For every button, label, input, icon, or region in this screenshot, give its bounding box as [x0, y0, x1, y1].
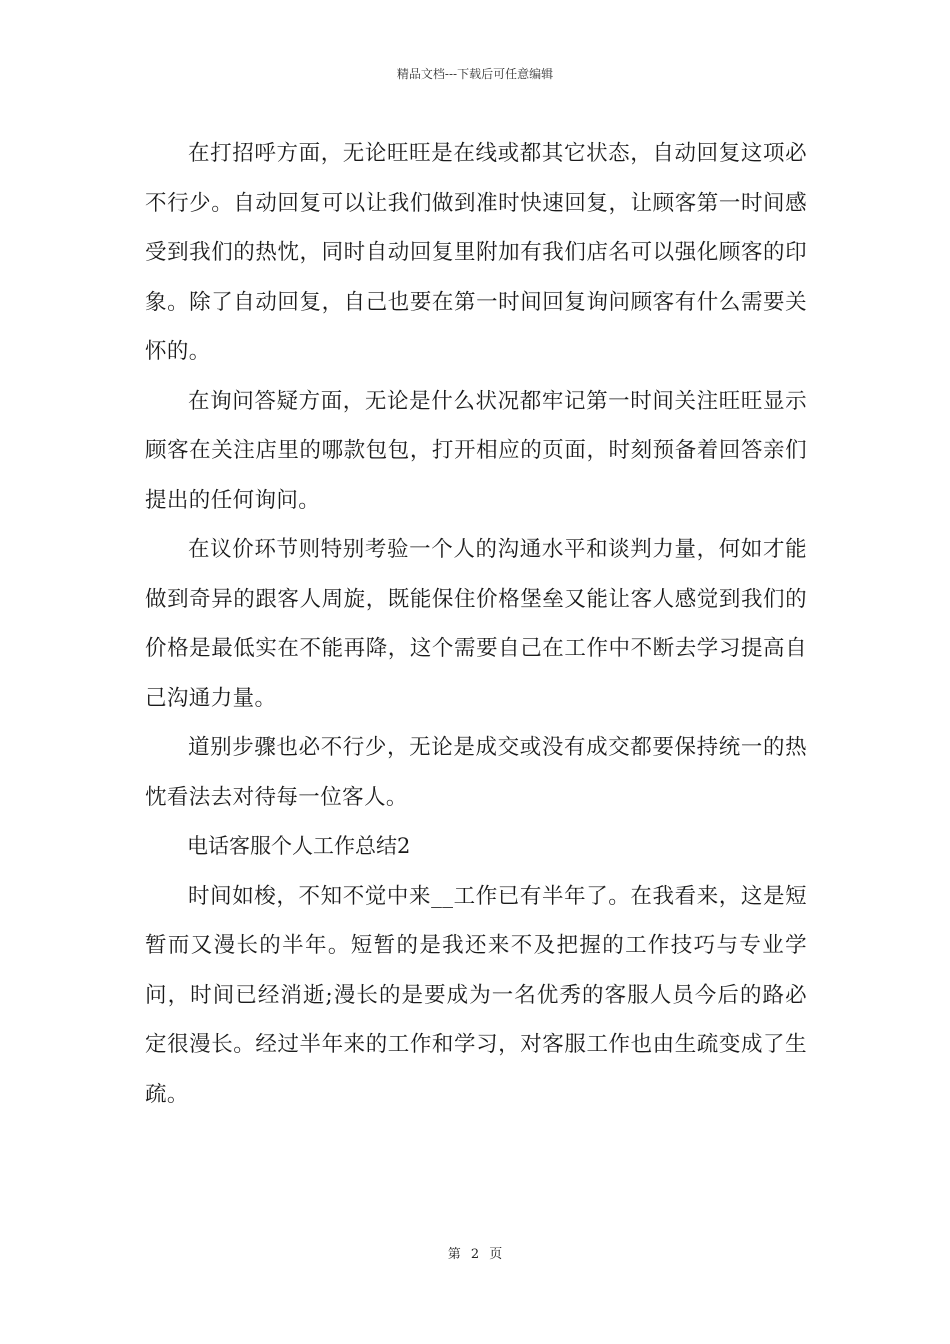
page-footer [0, 1246, 950, 1264]
document-body [145, 129, 807, 1119]
page-number: 2 [470, 1247, 480, 1262]
section-heading: 电话客服个人工作总结2 [187, 834, 411, 858]
paragraph-inquiry: 在询问答疑方面，无论是什么状况都牢记第一时间关注旺旺显示顾客在关注店里的哪款包包，打开相应的页面，时刻预备着回答亲们提出的任何询问。 [145, 388, 807, 513]
page-number-suffix: 页 [489, 1247, 503, 1262]
page-number-prefix: 第 [447, 1247, 461, 1262]
paragraph-bargaining: 在议价环节则特别考验一个人的沟通水平和谈判力量，何如才能做到奇异的跟客人周旋，既能保住价格堡垒又能让客人感觉到我们的价格是最低实在不能再降，这个需要自己在工作中不断去学习提高自己沟通力量。 [145, 537, 807, 711]
page-header: 精品文档---下载后可任意编辑 [396, 67, 554, 81]
paragraph-greeting: 在打招呼方面，无论旺旺是在线或都其它状态，自动回复这项必不行少。自动回复可以让我们做到准时快速回复，让顾客第一时间感受到我们的热忱，同时自动回复里附加有我们店名可以强化顾客的印象。除了自动回复，自己也要在第一时间回复询问顾客有什么需要关怀的。 [145, 141, 807, 364]
paragraph-summary-intro: 时间如梭，不知不觉中来__工作已有半年了。在我看来，这是短暂而又漫长的半年。短暂的是我还来不及把握的工作技巧与专业学问，时间已经消逝;漫长的是要成为一名优秀的客服人员今后的路必定很漫长。经过半年来的工作和学习，对客服工作也由生疏变成了生疏。 [145, 883, 807, 1107]
paragraph-farewell: 道别步骤也必不行少，无论是成交或没有成交都要保持统一的热忱看法去对待每一位客人。 [145, 735, 807, 810]
